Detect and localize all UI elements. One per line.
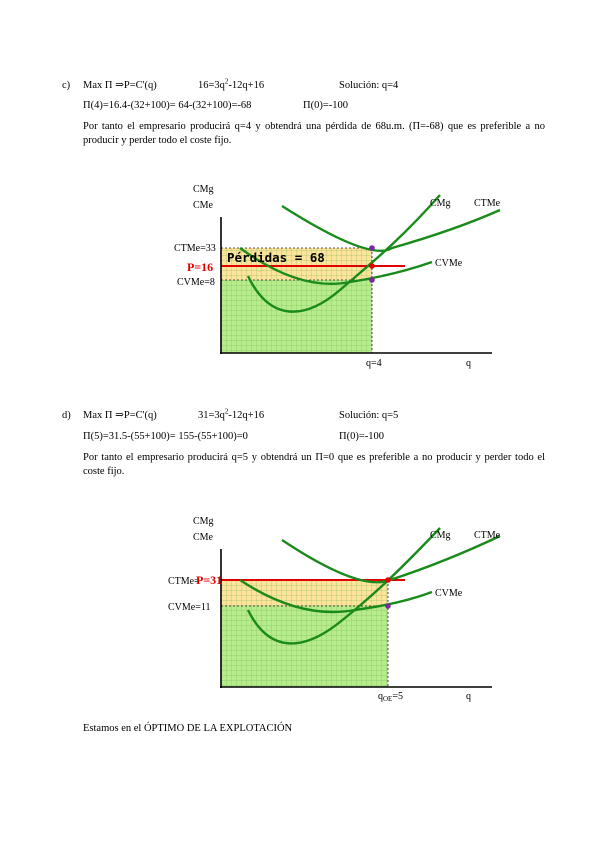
section-c-solution: Solución: q=4 <box>339 80 399 91</box>
section-c-profit-zero: Π(0)=-100 <box>303 100 348 111</box>
curve-label-cmg: CMg <box>430 530 451 541</box>
optimum-point <box>385 577 391 583</box>
curve-label-ctme: CTMe <box>474 198 501 209</box>
y-axis-label-1: CMg <box>193 516 214 527</box>
curve-label-ctme: CTMe <box>474 530 501 541</box>
ctme-curve <box>282 536 500 582</box>
curve-label-cvme: CVMe <box>435 258 463 269</box>
ctme-tick: CTMe=33 <box>174 243 216 254</box>
y-axis-label-1: CMg <box>193 184 214 195</box>
x-axis-label: q <box>466 358 471 369</box>
x-tick: $q_{OE}=5$ <box>378 691 403 703</box>
section-c-paragraph: Por tanto el empresario producirá q=4 y obtendrá una pérdida de 68u.m. (Π=-68) que es preferible a no producir y perder todo el coste fijo. <box>83 121 545 146</box>
section-d-profit-calc: Π(5)=31.5-(55+100)= 155-(55+100)=0 <box>83 431 248 442</box>
ctme-tick-prefix: CTMe= <box>168 576 200 587</box>
x-axis-label: q <box>466 691 471 702</box>
y-axis-label-2: CMe <box>193 200 213 211</box>
section-c-profit-calc: Π(4)=16.4-(32+100)= 64-(32+100)=-68 <box>83 100 252 111</box>
section-c-label: c) <box>62 80 71 91</box>
curve-label-cvme: CVMe <box>435 588 463 599</box>
price-tick: P=16 <box>187 260 214 274</box>
closing-statement: Estamos en el ÓPTIMO DE LA EXPLOTACIÓN <box>83 723 293 734</box>
curve-label-cmg: CMg <box>430 198 451 209</box>
section-d-solution: Solución: q=5 <box>339 410 399 421</box>
price-tick: P=31 <box>196 573 223 587</box>
section-d-equation: $31=3q^2-12q+16$ <box>198 407 265 421</box>
y-axis-label-2: CMe <box>193 532 213 543</box>
section-d-label: d) <box>62 410 71 421</box>
section-d-paragraph: Por tanto el empresario producirá q=5 y obtendrá un Π=0 que es preferible a no producir y perder todo el coste fijo. <box>83 452 545 477</box>
section-c-equation: $16=3q^2-12q+16$ <box>198 77 265 91</box>
cvme-tick: CVMe=11 <box>168 602 211 613</box>
cvme-point <box>385 603 391 609</box>
section-d-maximization: Max Π ⇒P=C'(q) <box>83 410 157 421</box>
cvme-tick: CVMe=8 <box>177 277 215 288</box>
x-tick: q=4 <box>366 358 382 369</box>
section-c-maximization: Max Π ⇒P=C'(q) <box>83 80 157 91</box>
loss-label: Pérdidas = 68 <box>227 250 325 265</box>
section-d-profit-zero: Π(0)=-100 <box>339 431 384 442</box>
